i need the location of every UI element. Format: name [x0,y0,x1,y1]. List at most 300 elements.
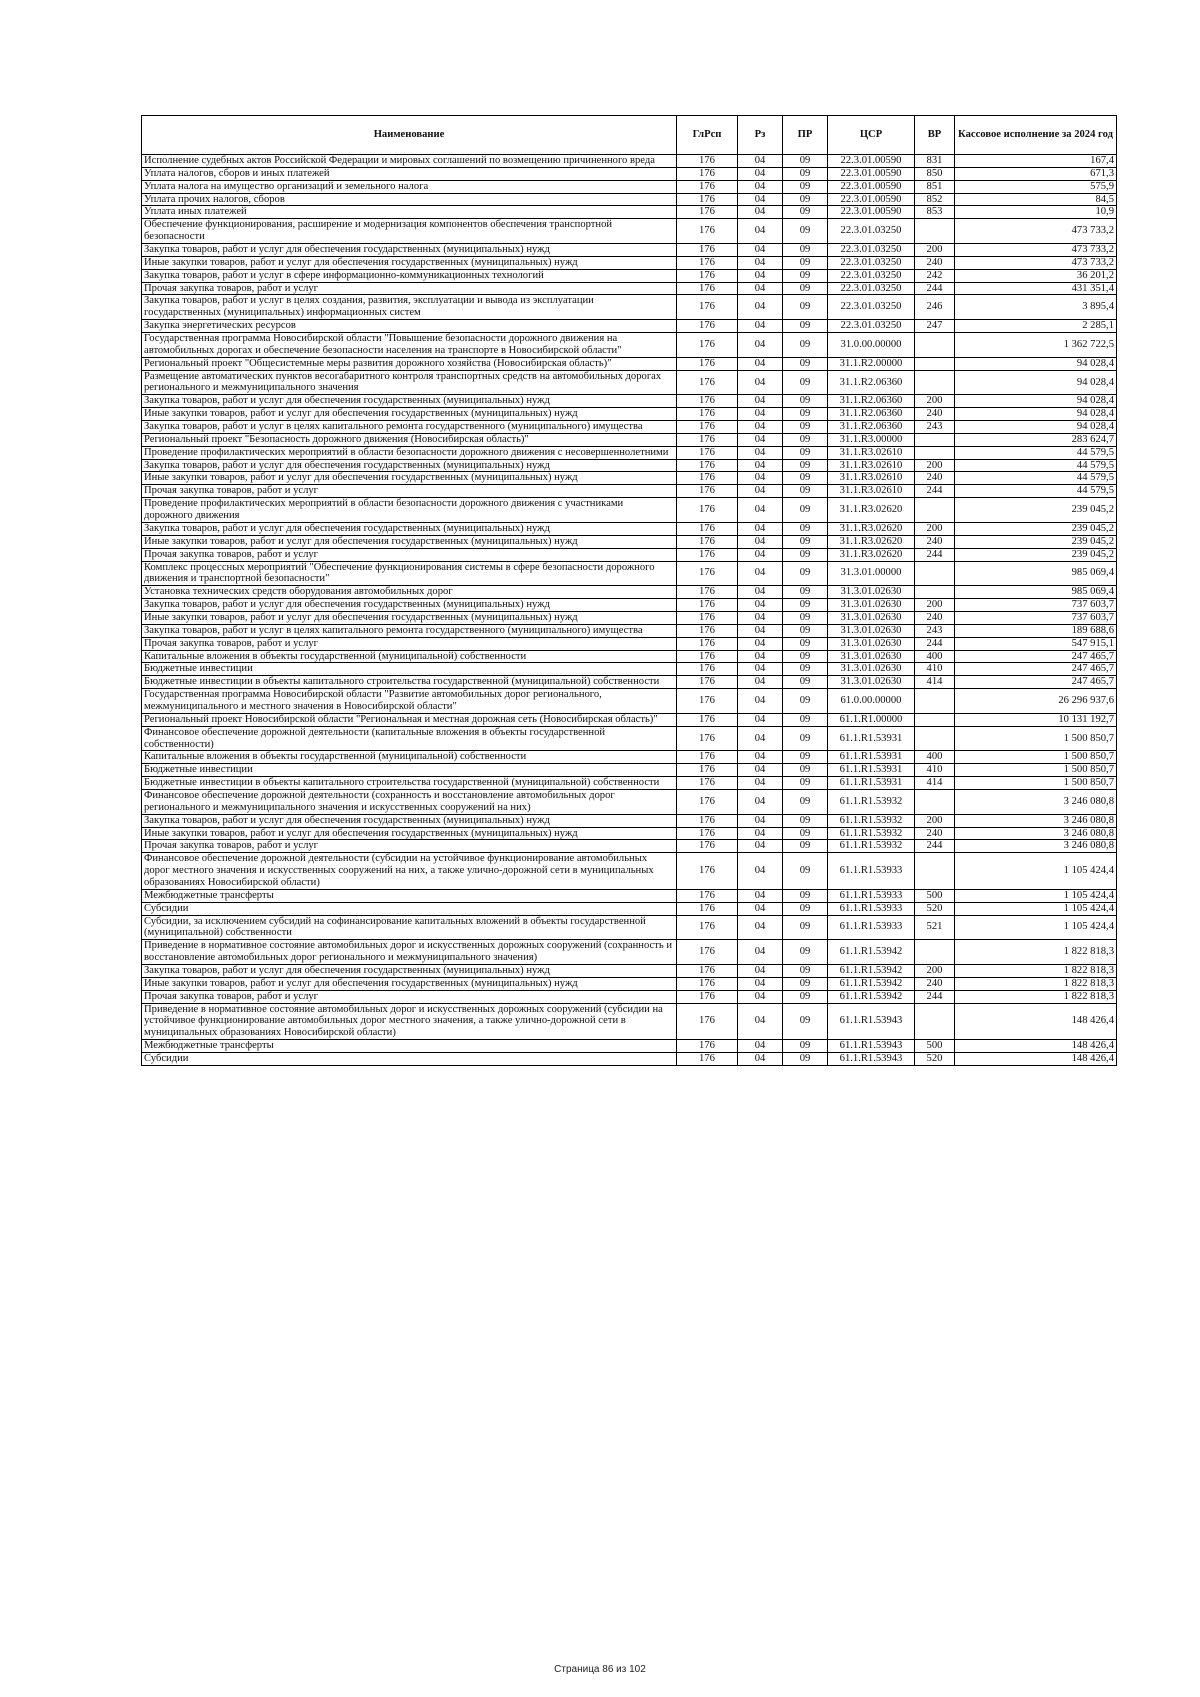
row-glrsp: 176 [677,915,738,940]
row-vr [915,433,955,446]
row-vr [915,1003,955,1040]
row-glrsp: 176 [677,789,738,814]
row-csr: 22.3.01.03250 [828,320,915,333]
row-rz: 04 [738,244,783,257]
row-sum: 239 045,2 [955,498,1117,523]
table-row [142,498,1117,523]
row-vr: 500 [915,889,955,902]
row-vr: 853 [915,206,955,219]
row-name: Уплата прочих налогов, сборов [142,193,677,206]
row-sum: 94 028,4 [955,370,1117,395]
row-vr: 400 [915,751,955,764]
table-row [142,459,1117,472]
row-pr: 09 [783,814,828,827]
row-name: Закупка товаров, работ и услуг для обеспечения государственных (муниципальных) нужд [142,459,677,472]
row-sum: 3 246 080,8 [955,840,1117,853]
row-name: Региональный проект "Общесистемные меры развития дорожного хозяйства (Новосибирская область)" [142,357,677,370]
row-glrsp: 176 [677,689,738,714]
row-pr: 09 [783,751,828,764]
table-row [142,840,1117,853]
row-rz: 04 [738,421,783,434]
row-rz: 04 [738,548,783,561]
row-vr [915,853,955,890]
row-pr: 09 [783,840,828,853]
row-pr: 09 [783,611,828,624]
row-sum: 239 045,2 [955,548,1117,561]
table-row [142,256,1117,269]
row-pr: 09 [783,1003,828,1040]
row-pr: 09 [783,472,828,485]
table-row [142,777,1117,790]
row-csr: 61.1.R1.00000 [828,713,915,726]
row-pr: 09 [783,599,828,612]
row-glrsp: 176 [677,219,738,244]
row-csr: 61.1.R1.53931 [828,726,915,751]
row-csr: 61.1.R1.53932 [828,827,915,840]
row-vr: 244 [915,548,955,561]
row-glrsp: 176 [677,408,738,421]
row-rz: 04 [738,167,783,180]
row-vr [915,561,955,586]
row-rz: 04 [738,663,783,676]
row-csr: 31.3.01.02630 [828,663,915,676]
row-pr: 09 [783,561,828,586]
row-sum: 1 500 850,7 [955,751,1117,764]
row-name: Финансовое обеспечение дорожной деятельности (сохранность и восстановление автомобильных дорог регионального и межмуниципального значения и искусственных сооружений на них) [142,789,677,814]
table-row [142,814,1117,827]
row-vr: 520 [915,902,955,915]
table-row [142,726,1117,751]
row-glrsp: 176 [677,167,738,180]
row-pr: 09 [783,219,828,244]
row-vr: 246 [915,295,955,320]
row-vr [915,219,955,244]
row-rz: 04 [738,180,783,193]
header-name: Наименование [142,116,677,155]
row-csr: 31.1.R3.02620 [828,498,915,523]
row-vr: 243 [915,421,955,434]
row-sum: 247 465,7 [955,676,1117,689]
table-row [142,535,1117,548]
row-csr: 31.1.R3.02620 [828,535,915,548]
row-rz: 04 [738,320,783,333]
row-glrsp: 176 [677,498,738,523]
row-sum: 94 028,4 [955,408,1117,421]
table-row [142,485,1117,498]
row-name: Закупка энергетических ресурсов [142,320,677,333]
row-pr: 09 [783,777,828,790]
row-sum: 10,9 [955,206,1117,219]
row-pr: 09 [783,282,828,295]
row-vr [915,333,955,358]
row-sum: 3 246 080,8 [955,789,1117,814]
row-rz: 04 [738,650,783,663]
row-rz: 04 [738,269,783,282]
row-rz: 04 [738,357,783,370]
row-sum: 737 603,7 [955,599,1117,612]
row-rz: 04 [738,219,783,244]
row-rz: 04 [738,751,783,764]
row-pr: 09 [783,827,828,840]
row-csr: 31.1.R2.06360 [828,421,915,434]
table-row [142,611,1117,624]
row-pr: 09 [783,193,828,206]
row-glrsp: 176 [677,446,738,459]
row-csr: 31.1.R3.02610 [828,459,915,472]
row-vr: 240 [915,408,955,421]
row-rz: 04 [738,370,783,395]
row-pr: 09 [783,433,828,446]
row-glrsp: 176 [677,269,738,282]
row-glrsp: 176 [677,395,738,408]
table-row [142,940,1117,965]
row-vr: 240 [915,611,955,624]
row-sum: 1 362 722,5 [955,333,1117,358]
table-row [142,370,1117,395]
table-row [142,472,1117,485]
row-csr: 61.1.R1.53932 [828,789,915,814]
row-rz: 04 [738,459,783,472]
row-sum: 985 069,4 [955,561,1117,586]
row-pr: 09 [783,1040,828,1053]
table-row [142,689,1117,714]
row-glrsp: 176 [677,320,738,333]
table-row [142,990,1117,1003]
table-row [142,1053,1117,1066]
row-glrsp: 176 [677,370,738,395]
row-name: Межбюджетные трансферты [142,1040,677,1053]
row-name: Капитальные вложения в объекты государственной (муниципальной) собственности [142,751,677,764]
row-rz: 04 [738,676,783,689]
table-row [142,193,1117,206]
row-csr: 22.3.01.00590 [828,193,915,206]
row-pr: 09 [783,650,828,663]
row-name: Иные закупки товаров, работ и услуг для обеспечения государственных (муниципальных) нужд [142,256,677,269]
row-rz: 04 [738,624,783,637]
row-pr: 09 [783,624,828,637]
row-rz: 04 [738,827,783,840]
table-row [142,751,1117,764]
row-rz: 04 [738,256,783,269]
row-vr [915,498,955,523]
row-name: Уплата налогов, сборов и иных платежей [142,167,677,180]
row-name: Финансовое обеспечение дорожной деятельности (капитальные вложения в объекты государственной собственности) [142,726,677,751]
table-header-row [142,116,1117,155]
row-csr: 31.3.01.02630 [828,611,915,624]
row-glrsp: 176 [677,459,738,472]
row-vr: 200 [915,599,955,612]
row-glrsp: 176 [677,433,738,446]
row-name: Уплата иных платежей [142,206,677,219]
row-csr: 61.1.R1.53933 [828,889,915,902]
row-sum: 737 603,7 [955,611,1117,624]
row-sum: 26 296 937,6 [955,689,1117,714]
budget-execution-table [141,115,1117,1066]
row-glrsp: 176 [677,472,738,485]
row-rz: 04 [738,1003,783,1040]
row-glrsp: 176 [677,965,738,978]
row-glrsp: 176 [677,726,738,751]
row-sum: 473 733,2 [955,256,1117,269]
row-sum: 1 105 424,4 [955,853,1117,890]
row-sum: 473 733,2 [955,219,1117,244]
row-csr: 31.3.01.02630 [828,624,915,637]
row-name: Закупка товаров, работ и услуг для обеспечения государственных (муниципальных) нужд [142,244,677,257]
row-sum: 36 201,2 [955,269,1117,282]
row-rz: 04 [738,446,783,459]
row-name: Региональный проект "Безопасность дорожного движения (Новосибирская область)" [142,433,677,446]
table-row [142,244,1117,257]
table-row [142,421,1117,434]
row-glrsp: 176 [677,977,738,990]
row-sum: 1 500 850,7 [955,764,1117,777]
table-row [142,676,1117,689]
row-csr: 22.3.01.03250 [828,269,915,282]
row-csr: 31.1.R2.06360 [828,395,915,408]
row-pr: 09 [783,485,828,498]
row-glrsp: 176 [677,485,738,498]
row-sum: 84,5 [955,193,1117,206]
row-csr: 22.3.01.00590 [828,155,915,168]
table-row [142,219,1117,244]
table-row [142,713,1117,726]
table-row [142,889,1117,902]
row-pr: 09 [783,206,828,219]
table-row [142,167,1117,180]
row-name: Иные закупки товаров, работ и услуг для обеспечения государственных (муниципальных) нужд [142,827,677,840]
row-glrsp: 176 [677,1053,738,1066]
row-glrsp: 176 [677,940,738,965]
row-sum: 1 822 818,3 [955,965,1117,978]
row-pr: 09 [783,902,828,915]
row-name: Иные закупки товаров, работ и услуг для обеспечения государственных (муниципальных) нужд [142,977,677,990]
row-name: Иные закупки товаров, работ и услуг для обеспечения государственных (муниципальных) нужд [142,408,677,421]
row-csr: 31.1.R3.02610 [828,485,915,498]
row-pr: 09 [783,1053,828,1066]
row-glrsp: 176 [677,611,738,624]
row-rz: 04 [738,902,783,915]
row-csr: 31.1.R3.02610 [828,446,915,459]
table-row [142,320,1117,333]
row-rz: 04 [738,433,783,446]
row-glrsp: 176 [677,282,738,295]
row-vr: 200 [915,395,955,408]
row-csr: 61.1.R1.53942 [828,977,915,990]
row-sum: 1 105 424,4 [955,915,1117,940]
table-row [142,764,1117,777]
row-vr: 200 [915,459,955,472]
table-row [142,395,1117,408]
row-vr: 200 [915,814,955,827]
row-pr: 09 [783,535,828,548]
row-vr: 247 [915,320,955,333]
row-vr [915,370,955,395]
row-csr: 61.1.R1.53942 [828,965,915,978]
row-name: Бюджетные инвестиции в объекты капитального строительства государственной (муниципальной) собственности [142,777,677,790]
row-glrsp: 176 [677,624,738,637]
row-sum: 94 028,4 [955,395,1117,408]
row-rz: 04 [738,282,783,295]
row-pr: 09 [783,676,828,689]
row-vr: 414 [915,777,955,790]
row-glrsp: 176 [677,637,738,650]
row-sum: 431 351,4 [955,282,1117,295]
row-sum: 247 465,7 [955,663,1117,676]
table-row [142,357,1117,370]
row-name: Исполнение судебных актов Российской Федерации и мировых соглашений по возмещению причиненного вреда [142,155,677,168]
row-name: Обеспечение функционирования, расширение и модернизация компонентов обеспечения транспортной безопасности [142,219,677,244]
row-sum: 575,9 [955,180,1117,193]
table-row [142,637,1117,650]
row-csr: 61.1.R1.53932 [828,814,915,827]
row-rz: 04 [738,535,783,548]
table-row [142,624,1117,637]
row-sum: 10 131 192,7 [955,713,1117,726]
row-rz: 04 [738,940,783,965]
row-glrsp: 176 [677,586,738,599]
row-rz: 04 [738,561,783,586]
row-rz: 04 [738,206,783,219]
row-pr: 09 [783,459,828,472]
row-vr: 200 [915,965,955,978]
row-csr: 22.3.01.00590 [828,206,915,219]
row-name: Размещение автоматических пунктов весогабаритного контроля транспортных средств на автомобильных дорогах регионального и межмуниципального значения [142,370,677,395]
row-rz: 04 [738,1053,783,1066]
row-name: Капитальные вложения в объекты государственной (муниципальной) собственности [142,650,677,663]
row-glrsp: 176 [677,548,738,561]
row-rz: 04 [738,599,783,612]
row-pr: 09 [783,637,828,650]
row-sum: 985 069,4 [955,586,1117,599]
row-pr: 09 [783,320,828,333]
row-csr: 31.3.01.02630 [828,637,915,650]
row-rz: 04 [738,977,783,990]
table-row [142,561,1117,586]
row-csr: 22.3.01.03250 [828,244,915,257]
row-sum: 148 426,4 [955,1003,1117,1040]
row-pr: 09 [783,889,828,902]
table-row [142,827,1117,840]
row-pr: 09 [783,726,828,751]
row-csr: 22.3.01.03250 [828,282,915,295]
row-name: Прочая закупка товаров, работ и услуг [142,282,677,295]
row-vr: 851 [915,180,955,193]
row-glrsp: 176 [677,1003,738,1040]
row-csr: 22.3.01.03250 [828,295,915,320]
row-name: Уплата налога на имущество организаций и земельного налога [142,180,677,193]
row-name: Иные закупки товаров, работ и услуг для обеспечения государственных (муниципальных) нужд [142,535,677,548]
row-vr: 240 [915,827,955,840]
row-name: Установка технических средств оборудования автомобильных дорог [142,586,677,599]
row-sum: 148 426,4 [955,1053,1117,1066]
row-name: Проведение профилактических мероприятий в области безопасности дорожного движения с несовершеннолетними [142,446,677,459]
row-vr: 244 [915,282,955,295]
table-row [142,915,1117,940]
row-glrsp: 176 [677,599,738,612]
row-vr [915,689,955,714]
row-pr: 09 [783,548,828,561]
row-name: Межбюджетные трансферты [142,889,677,902]
row-rz: 04 [738,408,783,421]
row-name: Региональный проект Новосибирской области "Региональная и местная дорожная сеть (Новосибирская область)" [142,713,677,726]
table-row [142,155,1117,168]
row-csr: 31.0.00.00000 [828,333,915,358]
row-name: Прочая закупка товаров, работ и услуг [142,485,677,498]
row-glrsp: 176 [677,155,738,168]
row-csr: 31.1.R3.02620 [828,522,915,535]
row-vr: 200 [915,244,955,257]
row-name: Закупка товаров, работ и услуг в целях капитального ремонта государственного (муниципального) имущества [142,421,677,434]
row-sum: 44 579,5 [955,446,1117,459]
row-rz: 04 [738,889,783,902]
row-vr: 852 [915,193,955,206]
row-sum: 547 915,1 [955,637,1117,650]
row-glrsp: 176 [677,663,738,676]
row-csr: 61.1.R1.53931 [828,764,915,777]
row-csr: 61.1.R1.53931 [828,751,915,764]
row-csr: 22.3.01.00590 [828,180,915,193]
table-row [142,650,1117,663]
row-csr: 31.1.R2.06360 [828,370,915,395]
row-pr: 09 [783,764,828,777]
row-vr: 410 [915,663,955,676]
row-vr: 520 [915,1053,955,1066]
row-rz: 04 [738,333,783,358]
row-glrsp: 176 [677,777,738,790]
row-glrsp: 176 [677,853,738,890]
row-sum: 671,3 [955,167,1117,180]
row-rz: 04 [738,965,783,978]
row-pr: 09 [783,408,828,421]
row-glrsp: 176 [677,1040,738,1053]
row-name: Бюджетные инвестиции в объекты капитального строительства государственной (муниципальной) собственности [142,676,677,689]
row-csr: 61.1.R1.53942 [828,990,915,1003]
row-csr: 61.1.R1.53943 [828,1053,915,1066]
row-pr: 09 [783,990,828,1003]
row-csr: 31.1.R3.02610 [828,472,915,485]
row-rz: 04 [738,472,783,485]
row-glrsp: 176 [677,889,738,902]
row-sum: 473 733,2 [955,244,1117,257]
row-rz: 04 [738,764,783,777]
row-rz: 04 [738,485,783,498]
table-row [142,269,1117,282]
row-pr: 09 [783,940,828,965]
row-rz: 04 [738,777,783,790]
row-name: Закупка товаров, работ и услуг для обеспечения государственных (муниципальных) нужд [142,522,677,535]
table-row [142,333,1117,358]
row-sum: 94 028,4 [955,421,1117,434]
table-row [142,282,1117,295]
row-name: Государственная программа Новосибирской области "Повышение безопасности дорожного движения на автомобильных дорогах и обеспечение безопасности населения на транспорте в Новосибирской области" [142,333,677,358]
row-csr: 61.1.R1.53931 [828,777,915,790]
row-rz: 04 [738,637,783,650]
row-sum: 1 822 818,3 [955,977,1117,990]
row-csr: 61.1.R1.53943 [828,1003,915,1040]
row-vr [915,446,955,459]
row-pr: 09 [783,269,828,282]
row-name: Закупка товаров, работ и услуг в целях капитального ремонта государственного (муниципального) имущества [142,624,677,637]
row-glrsp: 176 [677,827,738,840]
row-csr: 31.3.01.02630 [828,676,915,689]
row-sum: 148 426,4 [955,1040,1117,1053]
table-row [142,663,1117,676]
row-rz: 04 [738,814,783,827]
row-name: Прочая закупка товаров, работ и услуг [142,637,677,650]
row-pr: 09 [783,965,828,978]
row-pr: 09 [783,853,828,890]
table-row [142,295,1117,320]
